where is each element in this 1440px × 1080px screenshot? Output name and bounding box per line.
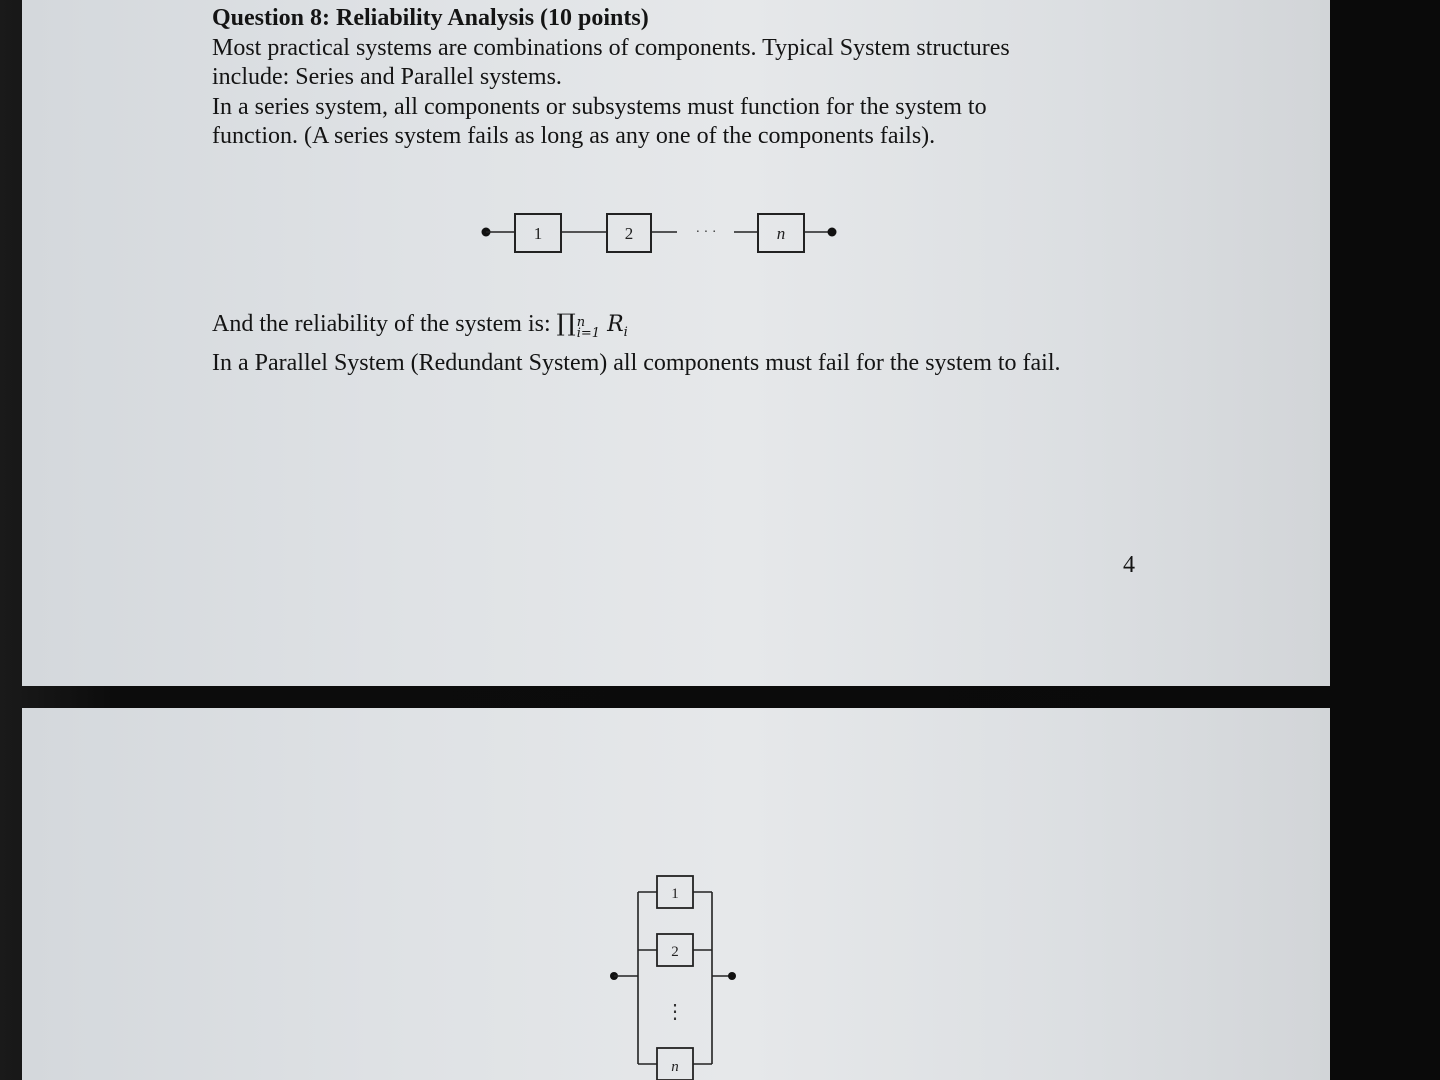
question-line-3: In a series system, all components or subsystems must function for the system to: [212, 93, 987, 120]
series-component-label-n: n: [776, 224, 786, 243]
parallel-component-label-2: 2: [671, 944, 679, 960]
parallel-system-diagram: [602, 868, 762, 1080]
reliability-prefix: And the reliability of the system is:: [212, 311, 557, 337]
product-upper-limit: n: [576, 315, 586, 330]
question-line-2: include: Series and Parallel systems.: [212, 64, 562, 90]
series-system-diagram: [472, 200, 852, 264]
series-ellipsis: · · ·: [695, 225, 717, 240]
reliability-line: [212, 308, 1292, 348]
page-number: 4: [1123, 552, 1135, 578]
question-line-4: function. (A series system fails as long as any one of the components fails).: [212, 123, 936, 149]
parallel-component-label-1: 1: [671, 886, 679, 902]
parallel-system-description: In a Parallel System (Redundant System) all components must fail for the system to fail.: [212, 350, 1061, 376]
series-component-label-2: 2: [624, 224, 634, 243]
parallel-right-terminal: [728, 972, 736, 980]
question-line-1: Most practical systems are combinations of components. Typical System structures: [212, 34, 1010, 61]
product-symbol: ∏: [556, 309, 576, 337]
question-title: Question 8: Reliability Analysis (10 points): [212, 5, 649, 31]
document-page-bottom: [22, 708, 1330, 1080]
series-right-terminal: [828, 228, 837, 237]
reliability-variable-subscript: i: [623, 325, 628, 340]
formula-block: [212, 308, 1292, 378]
product-formula: [556, 309, 628, 341]
question-text-block: [212, 4, 1212, 152]
product-lower-limit: i=1: [576, 326, 601, 341]
parallel-component-label-n: n: [671, 1059, 679, 1075]
series-component-label-1: 1: [533, 224, 543, 243]
reliability-variable: R: [607, 312, 624, 337]
parallel-ellipsis: ⋮: [665, 1001, 685, 1023]
document-page-top: [22, 0, 1330, 686]
